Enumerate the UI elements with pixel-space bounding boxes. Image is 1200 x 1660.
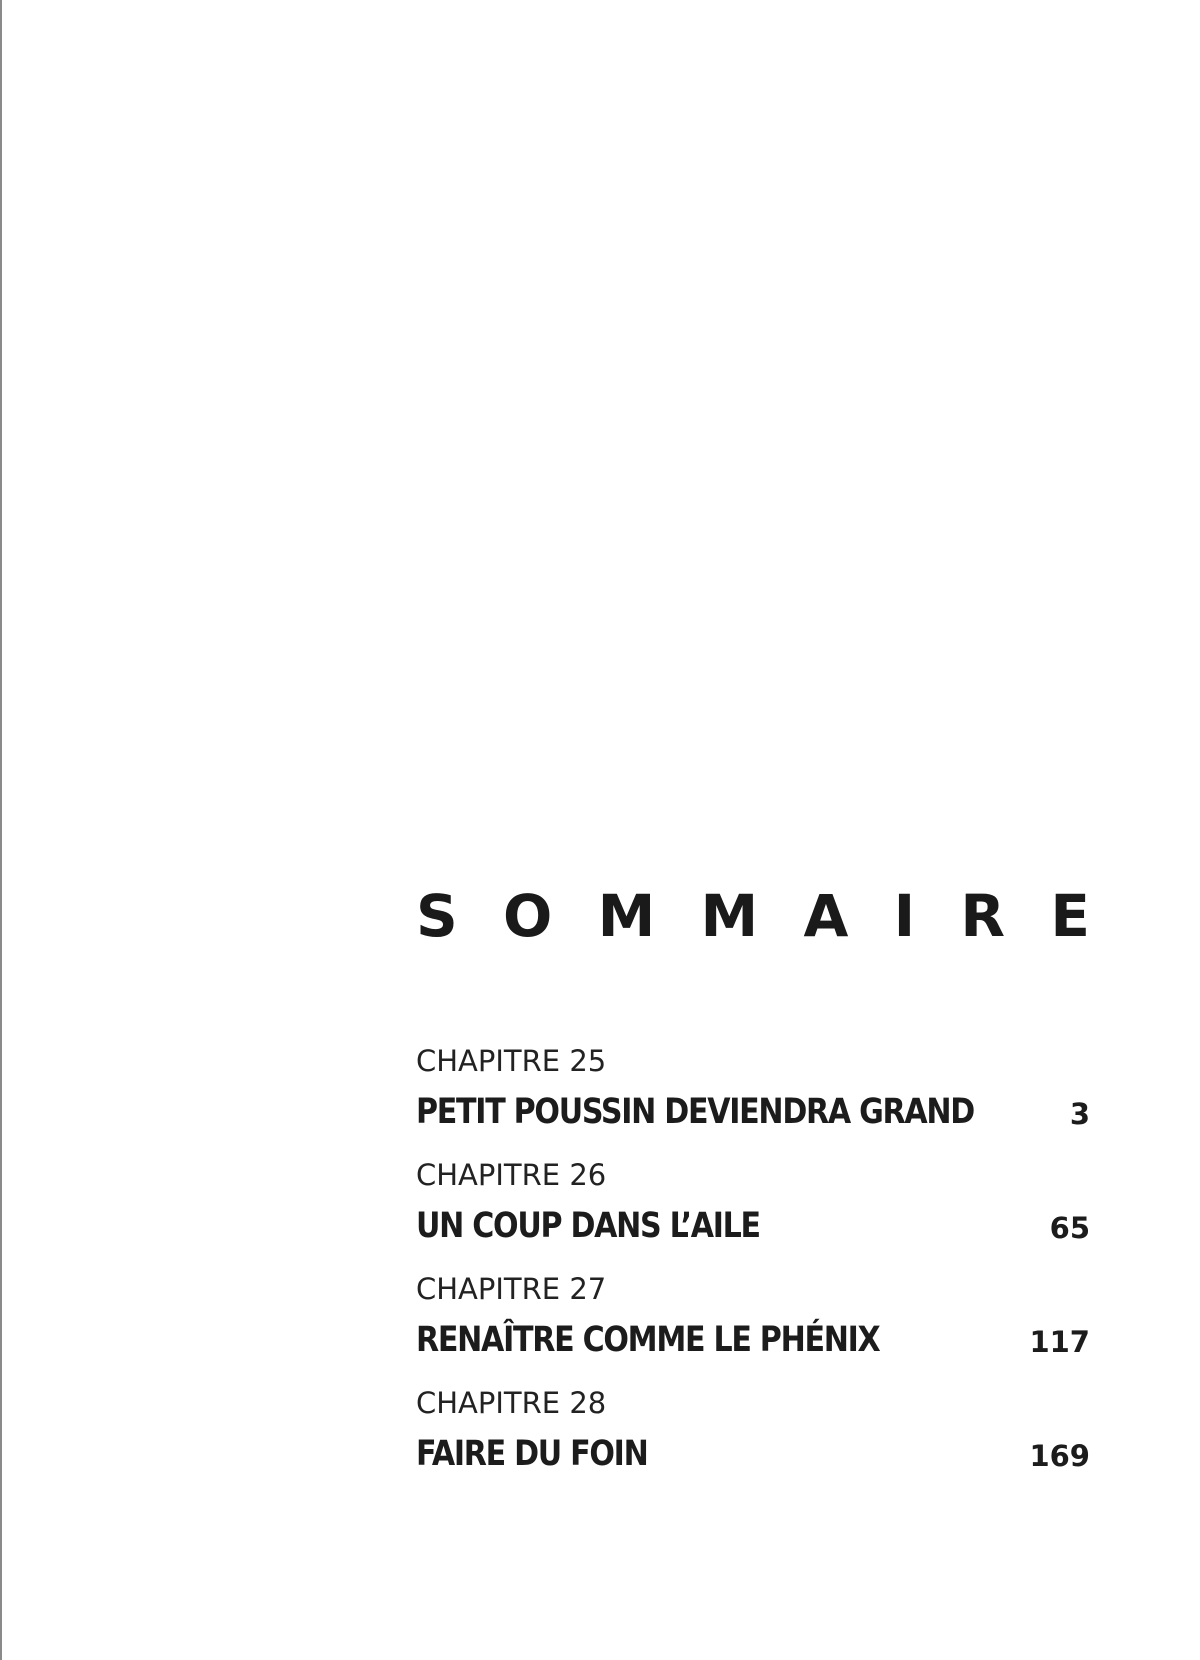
- toc-entry-list: [416, 1037, 1090, 1493]
- chapter-number: CHAPITRE 27: [416, 1272, 607, 1306]
- chapter-title: UN COUP DANS L’AILE: [416, 1206, 760, 1246]
- chapter-title: PETIT POUSSIN DEVIENDRA GRAND: [416, 1092, 975, 1132]
- toc-entry[interactable]: [416, 1265, 1090, 1379]
- toc-heading-letter: M: [597, 882, 656, 950]
- toc-heading-letter: S: [416, 882, 458, 950]
- toc-heading-letter: M: [700, 882, 759, 950]
- toc-heading-letter: A: [803, 882, 849, 950]
- chapter-number: CHAPITRE 25: [416, 1044, 607, 1078]
- table-of-contents: [416, 880, 1090, 1493]
- page-number: 3: [1069, 1097, 1090, 1131]
- chapter-number: CHAPITRE 28: [416, 1386, 607, 1420]
- toc-heading-letter: R: [960, 882, 1006, 950]
- page-number: 117: [1029, 1325, 1090, 1359]
- chapter-title: FAIRE DU FOIN: [416, 1434, 648, 1474]
- toc-entry[interactable]: [416, 1151, 1090, 1265]
- page-edge-line: [0, 0, 2, 1660]
- toc-heading-letter: O: [503, 882, 553, 950]
- toc-heading-letter: I: [893, 882, 916, 950]
- toc-entry[interactable]: [416, 1379, 1090, 1493]
- chapter-number: CHAPITRE 26: [416, 1158, 607, 1192]
- toc-heading: [416, 880, 1090, 952]
- toc-entry[interactable]: [416, 1037, 1090, 1151]
- chapter-title: RENAÎTRE COMME LE PHÉNIX: [416, 1320, 880, 1360]
- page-number: 169: [1029, 1439, 1090, 1473]
- page-number: 65: [1049, 1211, 1090, 1245]
- toc-heading-letter: E: [1050, 882, 1090, 950]
